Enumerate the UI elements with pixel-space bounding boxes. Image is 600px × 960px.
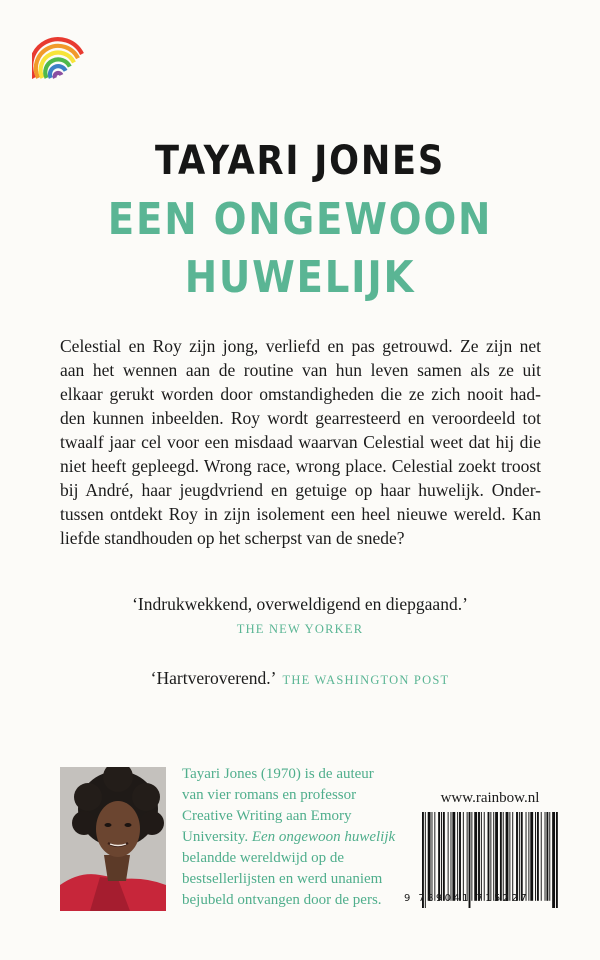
review-source-1: THE NEW YORKER [236,622,364,636]
author-bio [182,764,412,911]
blurb-text [60,334,541,550]
author-name: TAYARI JONES [155,138,445,184]
bio-line-part: University. [182,829,252,845]
bio-book-title: Een ongewoon huwelijk [251,829,396,845]
bio-line: Tayari Jones (1970) is de auteur [182,766,374,782]
blurb-line: bij André, haar jeugdvriend en getuige op haar huwelijk. Onder- [60,480,541,500]
bio-line: Creative Writing aan Emory [182,808,352,824]
blurb-line: aan het wennen aan de routine van hun leven samen als ze uit [60,360,541,380]
blurb-line: niet heeft gepleegd. Wrong race, wrong place. Celestial zoekt troost [60,456,541,476]
review-quote-2-text: ‘Hartveroverend.’ [150,668,277,688]
review-quote-2 [0,668,600,689]
blurb-line: Celestial en Roy zijn jong, verliefd en pas getrouwd. Ze zijn net [60,336,541,356]
blurb-line: liefde standhouden op het scherpst van de snede? [60,528,405,548]
book-title-line-1: EEN ONGEWOON [107,194,493,245]
bio-line: van vier romans en professor [182,787,357,803]
blurb-line: twaalf jaar cel voor een misdaad waarvan Celestial weet dat hij die [60,432,541,452]
bio-line: bejubeld ontvangen door de pers. [182,892,382,908]
review-quote-1: ‘Indrukwekkend, overweldigend en diepgaand.’ [132,594,468,614]
bio-line: belandde wereldwijd op de [182,850,345,866]
blurb-line: den kunnen inbeelden. Roy wordt gearresteerd en veroordeeld tot [60,408,541,428]
rainbow-icon [32,30,84,80]
publisher-website: www.rainbow.nl [440,790,540,806]
author-photo [60,767,166,911]
bio-line [182,827,412,848]
isbn-number: 9 789041 715227 [404,893,530,904]
review-source-2: THE WASHINGTON POST [282,673,450,687]
bio-line: bestsellerlijsten en werd unaniem [182,871,383,887]
blurb-line: tussen ontdekt Roy in zijn isolement een heel nieuwe wereld. Kan [60,504,541,524]
blurb-line: elkaar gerukt worden door omstandigheden die ze zich nooit had- [60,384,541,404]
book-title-line-2: HUWELIJK [184,252,416,303]
